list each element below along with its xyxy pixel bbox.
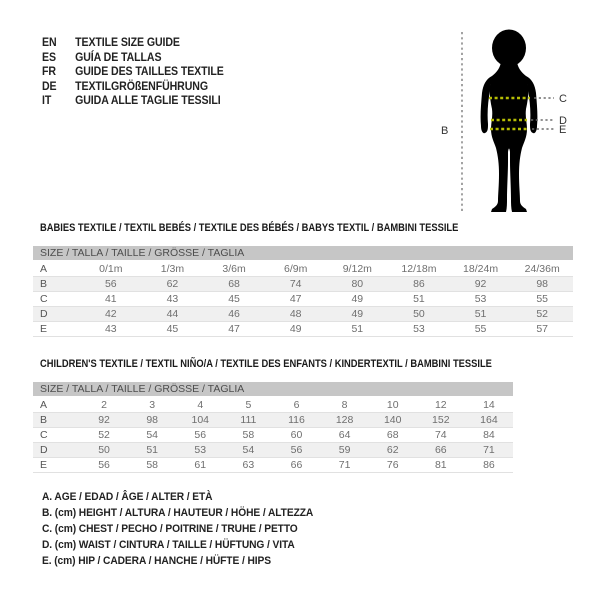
size-cell: 14 bbox=[465, 398, 513, 413]
size-cell: 140 bbox=[369, 413, 417, 428]
babies-size-header: SIZE / TALLA / TAILLE / GRÖSSE / TAGLIA bbox=[33, 246, 573, 260]
size-cell: 0/1m bbox=[80, 262, 142, 277]
waist-label: D bbox=[559, 115, 567, 127]
row-label: C bbox=[33, 292, 80, 307]
size-cell: 24/36m bbox=[511, 262, 573, 277]
size-cell: 52 bbox=[80, 428, 128, 443]
size-cell: 111 bbox=[224, 413, 272, 428]
legend-line-age: A. AGE / EDAD / ÂGE / ALTER / ETÀ bbox=[42, 491, 213, 503]
size-cell: 51 bbox=[450, 307, 512, 322]
size-cell: 86 bbox=[465, 458, 513, 473]
language-code: EN bbox=[42, 37, 57, 49]
babies-table bbox=[33, 262, 573, 337]
legend-line-hip: E. (cm) HIP / CADERA / HANCHE / HÜFTE / HIPS bbox=[42, 555, 271, 567]
size-cell: 58 bbox=[224, 428, 272, 443]
size-cell: 71 bbox=[465, 443, 513, 458]
size-cell: 55 bbox=[511, 292, 573, 307]
size-cell: 51 bbox=[128, 443, 176, 458]
table-row bbox=[33, 458, 513, 473]
children-size-table bbox=[33, 382, 513, 473]
size-cell: 51 bbox=[388, 292, 450, 307]
size-cell: 54 bbox=[224, 443, 272, 458]
table-row bbox=[33, 277, 573, 292]
row-label: D bbox=[33, 307, 80, 322]
size-cell: 104 bbox=[176, 413, 224, 428]
row-label: C bbox=[33, 428, 80, 443]
size-cell: 53 bbox=[450, 292, 512, 307]
table-row bbox=[33, 292, 573, 307]
row-label: B bbox=[33, 413, 80, 428]
size-cell: 6/9m bbox=[265, 262, 327, 277]
table-row bbox=[33, 443, 513, 458]
size-cell: 116 bbox=[272, 413, 320, 428]
size-cell: 42 bbox=[80, 307, 142, 322]
size-cell: 76 bbox=[369, 458, 417, 473]
legend-line-chest: C. (cm) CHEST / PECHO / POITRINE / TRUHE / PETTO bbox=[42, 523, 298, 535]
size-cell: 49 bbox=[265, 322, 327, 337]
size-cell: 54 bbox=[128, 428, 176, 443]
language-label: TEXTILE SIZE GUIDE bbox=[75, 37, 180, 49]
size-cell: 45 bbox=[142, 322, 204, 337]
size-cell: 56 bbox=[272, 443, 320, 458]
size-cell: 66 bbox=[272, 458, 320, 473]
size-cell: 48 bbox=[265, 307, 327, 322]
child-silhouette-diagram bbox=[433, 12, 600, 224]
language-label: GUIDA ALLE TAGLIE TESSILI bbox=[75, 95, 221, 108]
size-cell: 10 bbox=[369, 398, 417, 413]
size-cell: 66 bbox=[417, 443, 465, 458]
size-cell: 58 bbox=[128, 458, 176, 473]
language-row-it bbox=[42, 94, 224, 109]
size-cell: 49 bbox=[327, 292, 389, 307]
language-row-es bbox=[42, 51, 224, 66]
size-cell: 56 bbox=[80, 277, 142, 292]
size-cell: 46 bbox=[203, 307, 265, 322]
size-cell: 128 bbox=[321, 413, 369, 428]
size-cell: 52 bbox=[511, 307, 573, 322]
size-cell: 50 bbox=[80, 443, 128, 458]
row-label: D bbox=[33, 443, 80, 458]
language-label: GUIDE DES TAILLES TEXTILE bbox=[75, 66, 224, 79]
size-cell: 84 bbox=[465, 428, 513, 443]
size-cell: 86 bbox=[388, 277, 450, 292]
size-cell: 3 bbox=[128, 398, 176, 413]
size-cell: 8 bbox=[321, 398, 369, 413]
size-cell: 3/6m bbox=[203, 262, 265, 277]
size-cell: 45 bbox=[203, 292, 265, 307]
language-row-en bbox=[42, 36, 224, 51]
size-cell: 2 bbox=[80, 398, 128, 413]
children-table bbox=[33, 398, 513, 473]
language-code: FR bbox=[42, 66, 56, 79]
size-cell: 1/3m bbox=[142, 262, 204, 277]
language-code: ES bbox=[42, 51, 56, 64]
size-cell: 57 bbox=[511, 322, 573, 337]
row-label: E bbox=[33, 458, 80, 473]
size-cell: 56 bbox=[176, 428, 224, 443]
size-cell: 62 bbox=[142, 277, 204, 292]
measurement-legend bbox=[42, 489, 313, 569]
size-cell: 47 bbox=[265, 292, 327, 307]
size-cell: 68 bbox=[203, 277, 265, 292]
size-cell: 9/12m bbox=[327, 262, 389, 277]
size-cell: 55 bbox=[450, 322, 512, 337]
size-cell: 80 bbox=[327, 277, 389, 292]
size-cell: 53 bbox=[176, 443, 224, 458]
row-label: B bbox=[33, 277, 80, 292]
size-cell: 68 bbox=[369, 428, 417, 443]
children-size-header: SIZE / TALLA / TAILLE / GRÖSSE / TAGLIA bbox=[33, 382, 513, 396]
children-section-title: CHILDREN'S TEXTILE / TEXTIL NIÑO/A / TEXTILE DES ENFANTS / KINDERTEXTIL / BAMBINI TESSILE bbox=[40, 358, 492, 370]
language-list bbox=[42, 36, 224, 109]
size-cell: 43 bbox=[142, 292, 204, 307]
height-label: B bbox=[441, 125, 449, 137]
table-row bbox=[33, 307, 573, 322]
legend-line-height: B. (cm) HEIGHT / ALTURA / HAUTEUR / HÖHE / ALTEZZA bbox=[42, 507, 314, 519]
language-label: GUÍA DE TALLAS bbox=[75, 51, 162, 64]
language-code: IT bbox=[42, 95, 52, 108]
language-row-fr bbox=[42, 65, 224, 80]
size-cell: 12 bbox=[417, 398, 465, 413]
measurement-figure bbox=[433, 12, 600, 224]
size-cell: 60 bbox=[272, 428, 320, 443]
size-cell: 81 bbox=[417, 458, 465, 473]
legend-line-waist: D. (cm) WAIST / CINTURA / TAILLE / HÜFTUNG / VITA bbox=[42, 539, 295, 551]
size-cell: 164 bbox=[465, 413, 513, 428]
language-row-de bbox=[42, 80, 224, 95]
size-cell: 41 bbox=[80, 292, 142, 307]
size-cell: 98 bbox=[128, 413, 176, 428]
table-row bbox=[33, 398, 513, 413]
size-cell: 92 bbox=[450, 277, 512, 292]
size-cell: 50 bbox=[388, 307, 450, 322]
hip-label: E bbox=[559, 124, 567, 136]
table-row bbox=[33, 262, 573, 277]
size-cell: 152 bbox=[417, 413, 465, 428]
size-cell: 71 bbox=[321, 458, 369, 473]
size-cell: 51 bbox=[327, 322, 389, 337]
size-cell: 44 bbox=[142, 307, 204, 322]
size-cell: 59 bbox=[321, 443, 369, 458]
size-cell: 6 bbox=[272, 398, 320, 413]
row-label: A bbox=[33, 398, 80, 413]
size-cell: 62 bbox=[369, 443, 417, 458]
size-cell: 47 bbox=[203, 322, 265, 337]
table-row bbox=[33, 428, 513, 443]
size-cell: 53 bbox=[388, 322, 450, 337]
size-cell: 92 bbox=[80, 413, 128, 428]
size-cell: 98 bbox=[511, 277, 573, 292]
size-cell: 12/18m bbox=[388, 262, 450, 277]
language-label: TEXTILGRÖßENFÜHRUNG bbox=[75, 80, 208, 93]
size-cell: 64 bbox=[321, 428, 369, 443]
size-cell: 74 bbox=[417, 428, 465, 443]
size-cell: 43 bbox=[80, 322, 142, 337]
row-label: A bbox=[33, 262, 80, 277]
size-cell: 49 bbox=[327, 307, 389, 322]
size-cell: 5 bbox=[224, 398, 272, 413]
babies-size-table bbox=[33, 246, 573, 337]
row-label: E bbox=[33, 322, 80, 337]
size-cell: 56 bbox=[80, 458, 128, 473]
size-cell: 4 bbox=[176, 398, 224, 413]
size-cell: 18/24m bbox=[450, 262, 512, 277]
size-cell: 74 bbox=[265, 277, 327, 292]
babies-section-title: BABIES TEXTILE / TEXTIL BEBÉS / TEXTILE DES BÉBÉS / BABYS TEXTIL / BAMBINI TESSILE bbox=[40, 222, 459, 234]
table-row bbox=[33, 322, 573, 337]
chest-label: C bbox=[559, 93, 567, 105]
table-row bbox=[33, 413, 513, 428]
language-code: DE bbox=[42, 80, 57, 93]
size-cell: 63 bbox=[224, 458, 272, 473]
size-cell: 61 bbox=[176, 458, 224, 473]
